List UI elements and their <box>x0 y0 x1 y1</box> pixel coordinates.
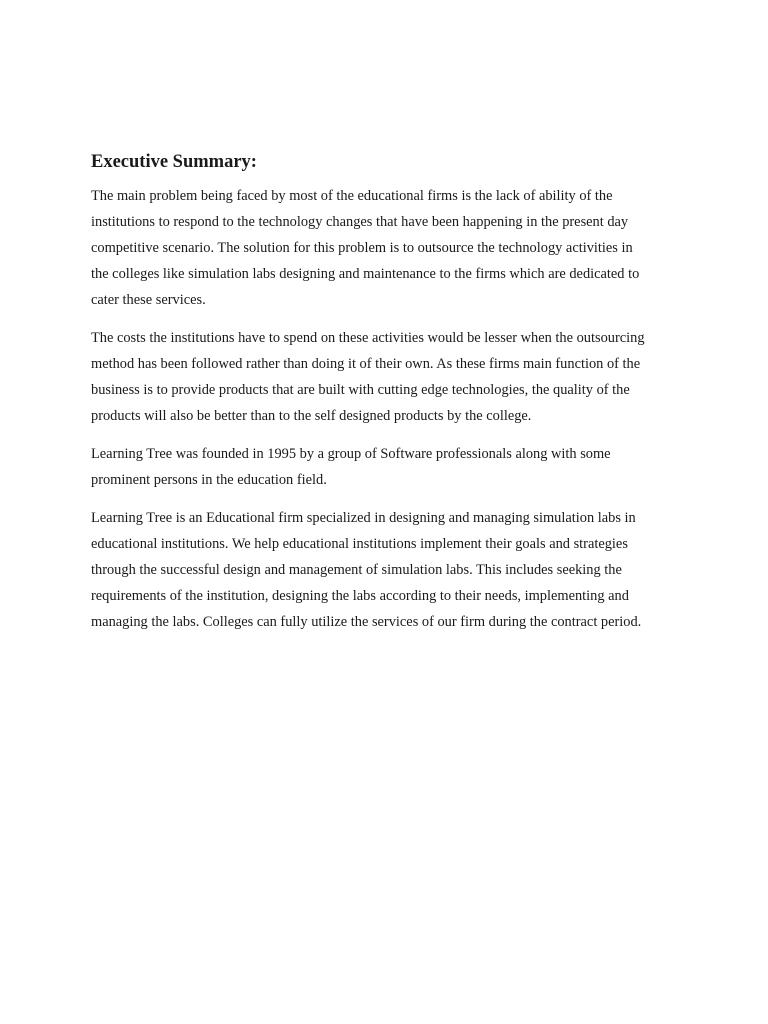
paragraph-line: competitive scenario. The solution for this problem is to outsource the technology activities in <box>91 240 633 256</box>
paragraph-line: educational institutions. We help educational institutions implement their goals and strategies <box>91 536 628 552</box>
section-heading: Executive Summary: <box>91 152 257 172</box>
paragraph-line: managing the labs. Colleges can fully utilize the services of our firm during the contract period. <box>91 614 642 630</box>
paragraph-line: through the successful design and management of simulation labs. This includes seeking the <box>91 562 622 578</box>
paragraph-line: requirements of the institution, designing the labs according to their needs, implementing and <box>91 588 629 604</box>
paragraph-line: the colleges like simulation labs designing and maintenance to the firms which are dedicated to <box>91 266 640 282</box>
paragraph-line: Learning Tree was founded in 1995 by a group of Software professionals along with some <box>91 446 611 462</box>
paragraph-line: The costs the institutions have to spend on these activities would be lesser when the outsourcing <box>91 330 645 346</box>
paragraph-line: method has been followed rather than doing it of their own. As these firms main function of the <box>91 356 641 372</box>
paragraph-costs <box>91 325 681 429</box>
paragraph-problem <box>91 183 681 313</box>
paragraph-line: cater these services. <box>91 292 206 308</box>
paragraph-line: Learning Tree is an Educational firm specialized in designing and managing simulation labs in <box>91 510 636 526</box>
paragraph-line: The main problem being faced by most of the educational firms is the lack of ability of the <box>91 188 613 204</box>
paragraph-line: products will also be better than to the self designed products by the college. <box>91 408 532 424</box>
paragraph-line: prominent persons in the education field. <box>91 472 327 488</box>
paragraph-line: institutions to respond to the technology changes that have been happening in the present day <box>91 214 629 230</box>
paragraph-line: business is to provide products that are built with cutting edge technologies, the quality of the <box>91 382 630 398</box>
paragraph-about <box>91 505 681 635</box>
paragraph-founding <box>91 441 681 493</box>
document-body <box>91 149 681 647</box>
